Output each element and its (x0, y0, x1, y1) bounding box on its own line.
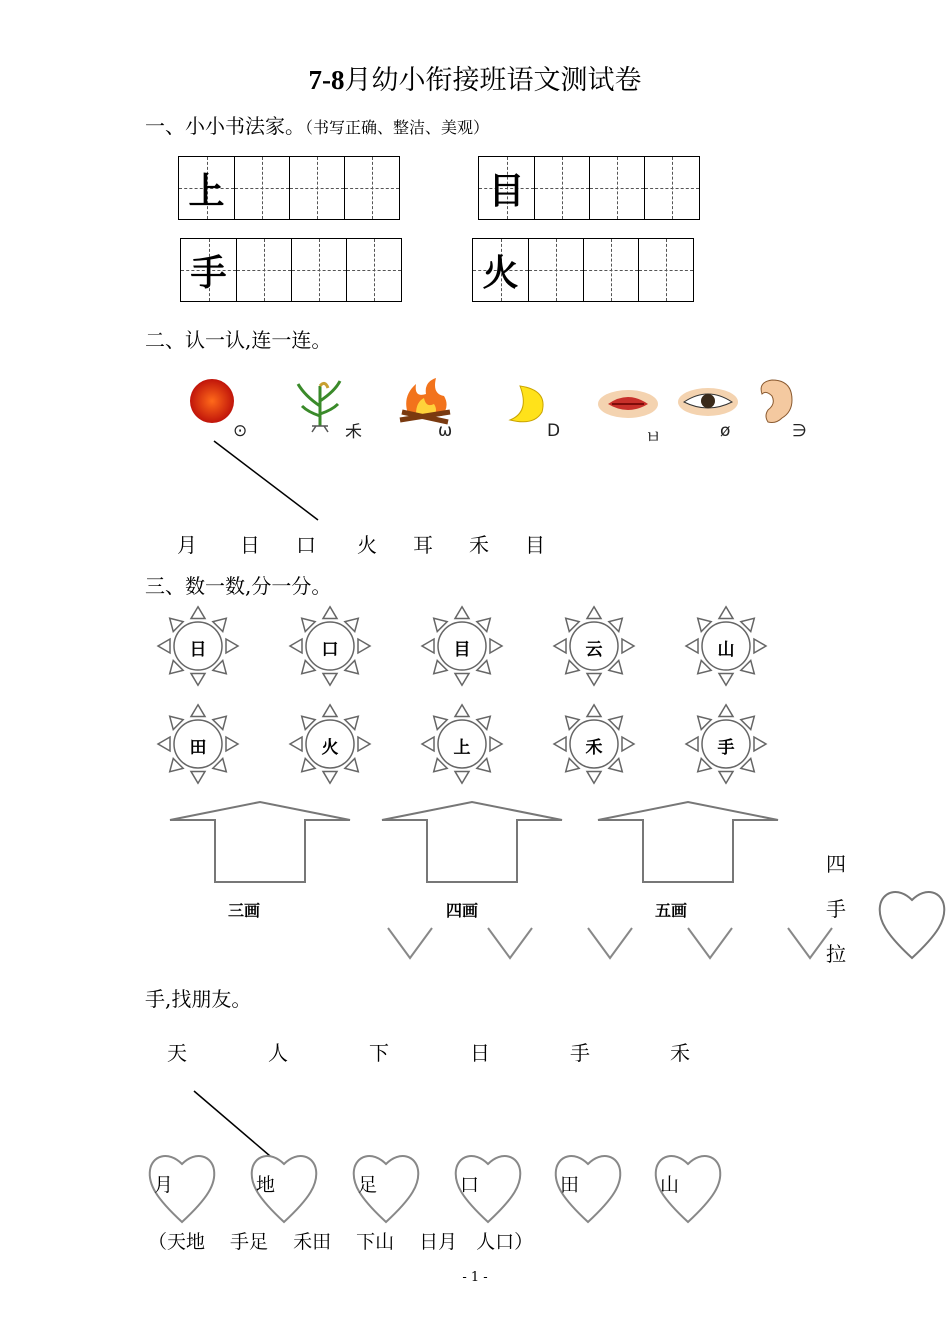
sun-char: 云 (585, 640, 603, 660)
eye-icon (678, 388, 738, 416)
sun-ray (191, 705, 205, 717)
ancient-glyph-sun: ⊙ (233, 421, 248, 441)
heart-card[interactable] (452, 1150, 524, 1230)
word-2[interactable]: 日 (240, 533, 260, 557)
heart-word: 月 (154, 1174, 174, 1196)
label-four-strokes: 四画 (446, 901, 479, 920)
word-7[interactable]: 目 (525, 533, 545, 557)
ear-icon (761, 380, 792, 423)
side-char-3: 拉 (826, 942, 846, 966)
sun-ray (455, 673, 469, 685)
heart-word: 田 (560, 1174, 580, 1196)
sun-ray (719, 673, 733, 685)
sun-ray (323, 771, 337, 783)
sun-ray (191, 673, 205, 685)
top-word-1[interactable]: 天 (167, 1041, 187, 1065)
arrow-three-strokes (170, 802, 350, 882)
sun-card[interactable] (272, 702, 388, 790)
page-number: - 1 - (462, 1270, 488, 1285)
arrow-row (160, 798, 790, 888)
heart-word: 口 (460, 1174, 480, 1196)
word-1[interactable]: 月 (177, 533, 197, 557)
sun-icon (190, 379, 234, 423)
answer-key: （天地 手足 禾田 下山 日月 人口） (148, 1231, 534, 1253)
ancient-glyph-fire: ω (438, 421, 453, 441)
sun-card[interactable] (668, 604, 784, 692)
sun-ray (191, 607, 205, 619)
sun-ray (587, 673, 601, 685)
grain-icon (298, 381, 340, 432)
writing-grid-1[interactable]: 上 (178, 156, 400, 220)
label-three-strokes: 三画 (228, 901, 261, 920)
heart-card[interactable] (350, 1150, 422, 1230)
sun-card[interactable] (404, 702, 520, 790)
sun-char: 目 (453, 640, 471, 660)
section4-heading: 手,找朋友。 (145, 987, 252, 1011)
word-3[interactable]: 口 (296, 533, 316, 557)
sun-char: 山 (717, 640, 735, 660)
label-five-strokes: 五画 (655, 901, 688, 920)
side-char-2: 手 (826, 897, 846, 921)
word-5[interactable]: 耳 (413, 533, 433, 557)
fire-icon (400, 378, 450, 422)
sun-card[interactable] (404, 604, 520, 692)
section1-heading: 一、小小书法家。（书写正确、整洁、美观） (145, 114, 490, 138)
ancient-glyph-eye: ø (720, 421, 731, 441)
heart-card[interactable] (248, 1150, 320, 1230)
sun-ray (455, 771, 469, 783)
sun-card[interactable] (140, 702, 256, 790)
example-connect-line (210, 438, 330, 528)
sun-ray (455, 607, 469, 619)
sun-char: 日 (189, 640, 207, 660)
heart-card[interactable] (552, 1150, 624, 1230)
sun-ray (323, 705, 337, 717)
ancient-glyph-mouth: ㅂ (645, 428, 662, 448)
sun-char: 火 (321, 738, 339, 758)
sun-card[interactable] (668, 702, 784, 790)
sun-ray (323, 607, 337, 619)
top-word-5[interactable]: 手 (570, 1041, 590, 1065)
side-char-1: 四 (826, 852, 846, 876)
sun-ray (719, 771, 733, 783)
ancient-glyph-grain: 𥝌 (345, 422, 362, 442)
ancient-glyph-moon: D (547, 421, 561, 441)
sun-char: 手 (717, 738, 735, 758)
writing-grid-4[interactable]: 火 (472, 238, 694, 302)
top-word-2[interactable]: 人 (268, 1041, 288, 1065)
heart-word: 足 (358, 1174, 378, 1196)
sun-ray (719, 607, 733, 619)
word-4[interactable]: 火 (357, 533, 377, 557)
writing-grid-2[interactable]: 目 (478, 156, 700, 220)
heart-card[interactable] (652, 1150, 724, 1230)
sun-card[interactable] (536, 604, 652, 692)
sun-ray (455, 705, 469, 717)
sun-ray (587, 607, 601, 619)
side-heart-icon (876, 884, 948, 962)
page-title: 7-8月幼小衔接班语文测试卷 (308, 65, 642, 96)
sun-char: 田 (189, 738, 207, 758)
sun-ray (191, 771, 205, 783)
ancient-glyph-ear: ∋ (792, 421, 807, 441)
heart-word: 山 (660, 1174, 680, 1196)
moon-icon (510, 386, 543, 422)
heart-card[interactable] (146, 1150, 218, 1230)
sun-ray (587, 705, 601, 717)
sun-ray (323, 673, 337, 685)
sun-ray (587, 771, 601, 783)
section3-heading: 三、数一数,分一分。 (145, 574, 332, 598)
v-shape-row (380, 924, 850, 964)
picture-row (180, 376, 840, 446)
sun-char: 口 (321, 640, 339, 660)
section2-heading: 二、认一认,连一连。 (145, 328, 332, 352)
sun-char: 禾 (585, 738, 603, 758)
sun-card[interactable] (272, 604, 388, 692)
top-word-6[interactable]: 禾 (670, 1041, 690, 1065)
writing-grid-3[interactable]: 手 (180, 238, 402, 302)
top-word-4[interactable]: 日 (470, 1041, 490, 1065)
word-6[interactable]: 禾 (469, 533, 489, 557)
sun-ray (719, 705, 733, 717)
sun-card[interactable] (140, 604, 256, 692)
arrow-four-strokes (382, 802, 562, 882)
top-word-3[interactable]: 下 (369, 1041, 389, 1065)
arrow-five-strokes (598, 802, 778, 882)
mouth-icon (598, 390, 658, 418)
sun-card[interactable] (536, 702, 652, 790)
sun-char: 上 (453, 738, 471, 758)
heart-word: 地 (256, 1174, 276, 1196)
